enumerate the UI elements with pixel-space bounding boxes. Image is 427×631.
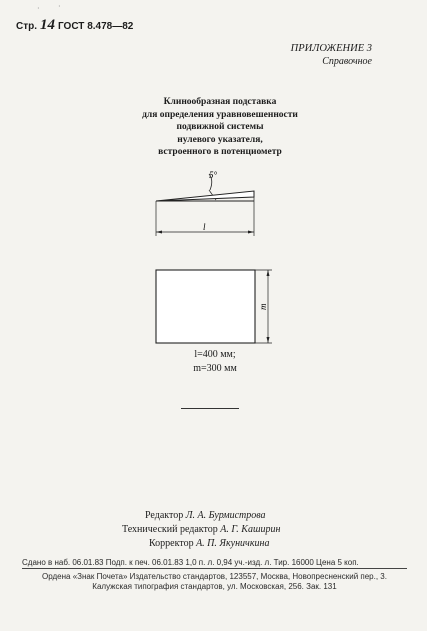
title-line: нулевого указателя, — [177, 134, 263, 145]
footer-separator — [22, 568, 407, 569]
title-line: встроенного в потенциометр — [158, 147, 282, 157]
page-number: 14 — [40, 17, 56, 33]
editor-line — [122, 509, 280, 523]
wedge-top-view — [150, 266, 275, 348]
figure-title — [120, 96, 320, 159]
page-header — [16, 17, 133, 34]
credits-block — [122, 509, 280, 551]
angle-label: 5° — [209, 170, 218, 180]
title-line: для определения уравновешенности — [142, 109, 298, 120]
page-prefix: Стр. — [16, 21, 38, 32]
tech-editor-line — [122, 523, 280, 537]
editor-name: Л. А. Бурмистрова — [185, 510, 266, 521]
length-label: l — [203, 222, 206, 232]
title-line: Клинообразная подставка — [163, 97, 277, 107]
proofreader-line — [122, 537, 280, 551]
height-label: m — [258, 303, 268, 310]
scan-mark: · — [37, 4, 40, 13]
dimension-l: l=400 мм; — [194, 349, 236, 360]
publisher-info — [22, 572, 407, 592]
publisher-line: Калужская типография стандартов, ул. Московская, 256. Зак. 131 — [92, 582, 337, 591]
appendix-label — [291, 42, 372, 68]
appendix-title: ПРИЛОЖЕНИЕ 3 — [290, 43, 372, 54]
dimension-m: m=300 мм — [193, 363, 237, 374]
wedge-side-view — [150, 166, 262, 238]
scan-mark: · — [58, 2, 61, 11]
appendix-subtitle: Справочное — [322, 56, 372, 67]
wedge-top-rect — [156, 270, 255, 343]
wedge-shape — [156, 191, 254, 201]
separator-rule — [181, 408, 239, 409]
proofreader-name: А. П. Якуничкина — [196, 538, 270, 549]
print-info: Сдано в наб. 06.01.83 Подп. к печ. 06.01.83 1,0 п. л. 0,94 уч.-изд. л. Тир. 16000 Цена 5 коп. — [22, 558, 359, 567]
proofreader-role: Корректор — [149, 538, 194, 549]
standard-number: ГОСТ 8.478—82 — [58, 21, 134, 32]
editor-role: Редактор — [145, 510, 184, 521]
figure-dimensions — [150, 348, 280, 376]
publisher-line: Ордена «Знак Почета» Издательство стандартов, 123557, Москва, Новопресненский пер., 3. — [42, 572, 387, 581]
tech-editor-name: А. Г. Каширин — [220, 524, 281, 535]
title-line: подвижной системы — [176, 122, 264, 132]
tech-editor-role: Технический редактор — [122, 524, 218, 535]
